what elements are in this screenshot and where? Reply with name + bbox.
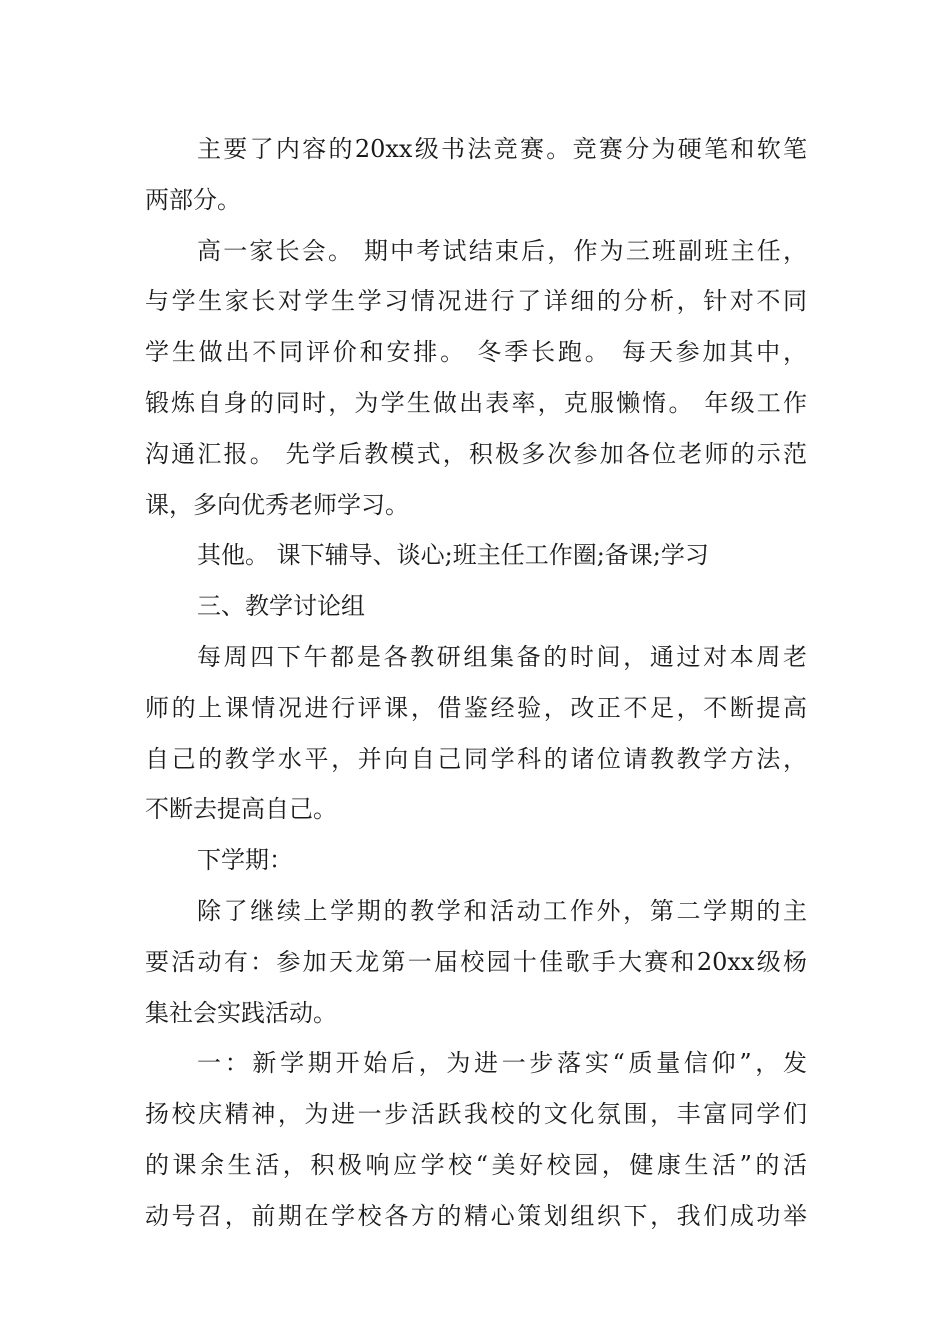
text-line: 扬校庆精神，为进一步活跃我校的文化氛围，丰富同学们 [145, 1100, 807, 1129]
text-line: 自己的教学水平，并向自己同学科的诸位请教教学方法， [145, 744, 807, 773]
text-line: 的课余生活，积极响应学校“美好校园，健康生活”的活 [145, 1150, 807, 1179]
text-line: 集社会实践活动。 [145, 998, 337, 1027]
text-line: 与学生家长对学生学习情况进行了详细的分析，针对不同 [145, 287, 807, 316]
text-line: 不断去提高自己。 [145, 795, 337, 824]
body-text [145, 124, 807, 1242]
text-line: 一：新学期开始后，为进一步落实“质量信仰”，发 [197, 1049, 807, 1078]
text-line: 要活动有：参加天龙第一届校园十佳歌手大赛和20xx级杨 [145, 947, 807, 976]
text-line: 沟通汇报。 先学后教模式，积极多次参加各位老师的示范 [145, 439, 807, 468]
text-line: 两部分。 [145, 185, 241, 214]
section-heading: 三、教学讨论组 [197, 592, 365, 621]
text-line: 锻炼自身的同时，为学生做出表率，克服懒惰。 年级工作 [145, 388, 807, 417]
text-line: 课，多向优秀老师学习。 [145, 490, 409, 519]
text-line: 其他。 课下辅导、谈心;班主任工作圈;备课;学习 [197, 541, 709, 570]
text-line: 每周四下午都是各教研组集备的时间，通过对本周老 [197, 642, 807, 671]
text-line: 动号召，前期在学校各方的精心策划组织下，我们成功举 [145, 1201, 807, 1230]
section-heading: 下学期： [197, 846, 293, 875]
text-line: 师的上课情况进行评课，借鉴经验，改正不足，不断提高 [145, 693, 807, 722]
text-line: 除了继续上学期的教学和活动工作外，第二学期的主 [197, 896, 807, 925]
text-line: 学生做出不同评价和安排。 冬季长跑。 每天参加其中， [145, 338, 807, 367]
text-line: 主要了内容的20xx级书法竞赛。竞赛分为硬笔和软笔 [197, 135, 807, 163]
text-line: 高一家长会。 期中考试结束后，作为三班副班主任， [197, 236, 807, 265]
